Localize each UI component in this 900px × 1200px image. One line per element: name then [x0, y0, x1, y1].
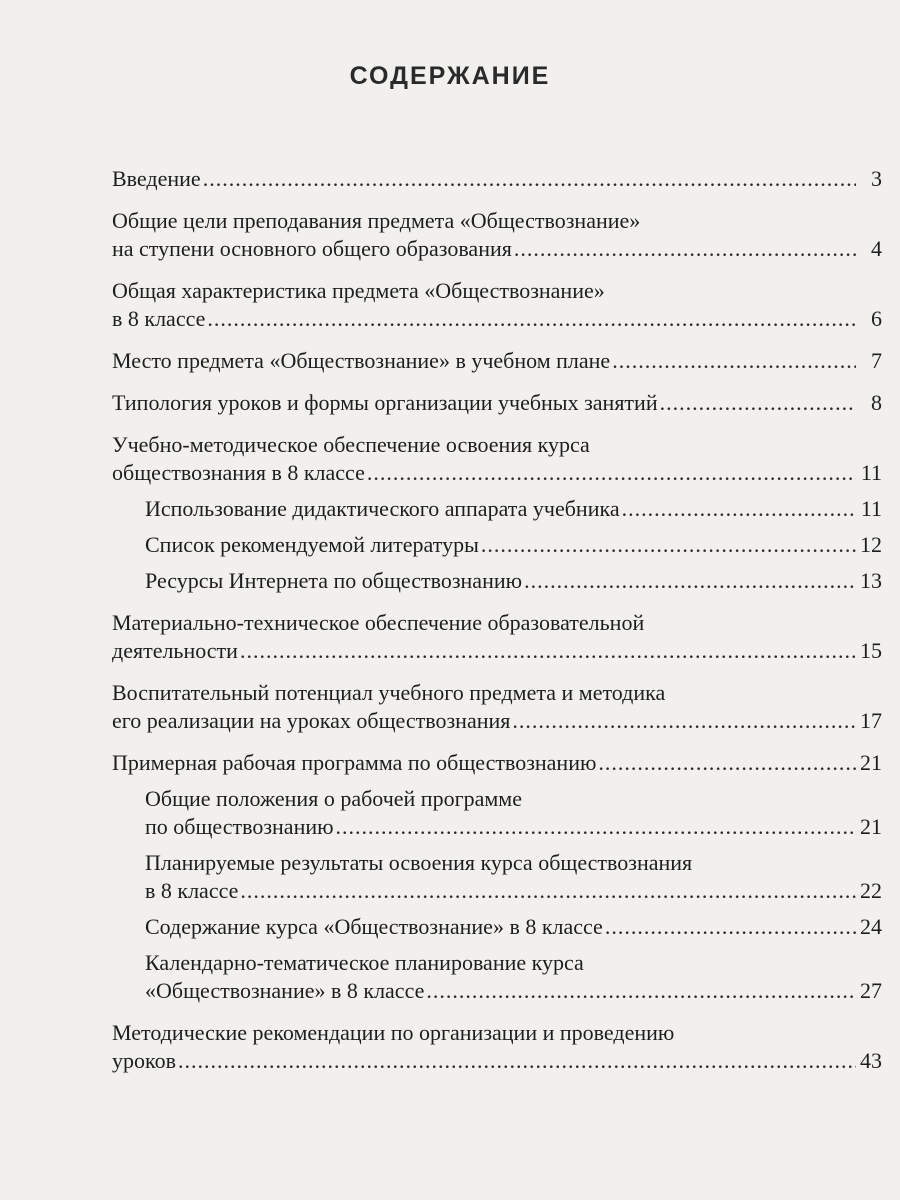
dot-leader: [605, 913, 856, 941]
toc-entry: [112, 609, 882, 665]
toc-entry-last-line: [112, 165, 882, 193]
page-number: 11: [860, 496, 882, 521]
toc-entry-text-line: Учебно-методическое обеспечение освоения курса: [112, 432, 590, 457]
page-number: 43: [860, 1048, 882, 1073]
toc-entry-text-line: Общие положения о рабочей программе: [145, 786, 522, 811]
toc-entry: [112, 347, 882, 375]
toc-entry-text-line: в 8 классе: [112, 306, 206, 331]
page-number: 27: [860, 978, 882, 1003]
page-number: 3: [871, 166, 882, 191]
toc-entry-last-line: [112, 1047, 882, 1075]
toc-entry-last-line: [112, 707, 882, 735]
toc-entry-last-line: [112, 389, 882, 417]
page-number: 15: [860, 638, 882, 663]
toc-entry-text-line: уроков: [112, 1048, 176, 1073]
toc-entry-text-line: Использование дидактического аппарата учебника: [145, 496, 620, 521]
toc-entry-last-line: [112, 235, 882, 263]
toc-entry: [112, 849, 882, 905]
toc-entry: [112, 207, 882, 263]
toc-entry-text-line: его реализации на уроках обществознания: [112, 708, 511, 733]
page-number: 11: [860, 460, 882, 485]
dot-leader: [240, 877, 856, 905]
dot-leader: [660, 389, 856, 417]
toc-entry-last-line: [145, 567, 882, 595]
toc-entry-last-line: [145, 531, 882, 559]
toc-entry-text-line: Содержание курса «Обществознание» в 8 классе: [145, 914, 603, 939]
toc-entry-last-line: [145, 977, 882, 1005]
dot-leader: [598, 749, 856, 777]
page-number: 7: [871, 348, 882, 373]
dot-leader: [240, 637, 856, 665]
toc-entry-last-line: [145, 495, 882, 523]
toc-entry: [112, 749, 882, 777]
page-number: 12: [860, 532, 882, 557]
toc-entry: [112, 567, 882, 595]
page-number: 6: [871, 306, 882, 331]
toc-entry-text-line: Календарно-тематическое планирование курса: [145, 950, 584, 975]
dot-leader: [207, 305, 856, 333]
page-number: 4: [871, 236, 882, 261]
toc-entry-last-line: [112, 305, 882, 333]
toc-entry-last-line: [112, 347, 882, 375]
toc-entry: [112, 1019, 882, 1075]
toc-entry: [112, 277, 882, 333]
toc-entry-text-line: Введение: [112, 166, 201, 191]
toc-entry-text-line: Общие цели преподавания предмета «Обществознание»: [112, 208, 641, 233]
table-of-contents: [112, 165, 882, 1075]
toc-entry: [112, 531, 882, 559]
toc-entry-text-line: Примерная рабочая программа по обществознанию: [112, 750, 597, 775]
dot-leader: [203, 165, 856, 193]
page-number: 24: [860, 914, 882, 939]
toc-entry-last-line: [145, 877, 882, 905]
toc-entry: [112, 679, 882, 735]
toc-entry-text-line: «Обществознание» в 8 классе: [145, 978, 425, 1003]
toc-entry-last-line: [112, 749, 882, 777]
page-title: СОДЕРЖАНИЕ: [349, 62, 551, 90]
toc-entry-last-line: [145, 813, 882, 841]
toc-entry: [112, 495, 882, 523]
toc-entry-text-line: деятельности: [112, 638, 238, 663]
toc-entry-text-line: Общая характеристика предмета «Обществознание»: [112, 278, 605, 303]
toc-entry-text-line: Список рекомендуемой литературы: [145, 532, 479, 557]
toc-entry-last-line: [112, 459, 882, 487]
toc-entry-text-line: Воспитательный потенциал учебного предмета и методика: [112, 680, 666, 705]
dot-leader: [612, 347, 856, 375]
toc-entry: [112, 431, 882, 487]
dot-leader: [336, 813, 856, 841]
toc-entry: [112, 913, 882, 941]
dot-leader: [514, 235, 856, 263]
toc-entry-text-line: Планируемые результаты освоения курса обществознания: [145, 850, 693, 875]
dot-leader: [622, 495, 856, 523]
dot-leader: [524, 567, 856, 595]
toc-entry-last-line: [145, 913, 882, 941]
toc-entry-text-line: Материально-техническое обеспечение образовательной: [112, 610, 645, 635]
page-number: 13: [860, 568, 882, 593]
toc-entry-text-line: по обществознанию: [145, 814, 334, 839]
page-number: 8: [871, 390, 882, 415]
page-number: 21: [860, 750, 882, 775]
toc-entry: [112, 949, 882, 1005]
dot-leader: [367, 459, 856, 487]
page-number: 17: [860, 708, 882, 733]
toc-entry-text-line: обществознания в 8 классе: [112, 460, 365, 485]
page-number: 21: [860, 814, 882, 839]
toc-entry: [112, 389, 882, 417]
toc-entry: [112, 165, 882, 193]
toc-entry-text-line: Место предмета «Обществознание» в учебном плане: [112, 348, 611, 373]
dot-leader: [481, 531, 856, 559]
page-number: 22: [860, 878, 882, 903]
toc-entry-text-line: Типология уроков и формы организации учебных занятий: [112, 390, 658, 415]
toc-entry-last-line: [112, 637, 882, 665]
toc-entry-text-line: на ступени основного общего образования: [112, 236, 512, 261]
dot-leader: [178, 1047, 856, 1075]
toc-entry-text-line: в 8 классе: [145, 878, 239, 903]
dot-leader: [512, 707, 856, 735]
toc-entry: [112, 785, 882, 841]
dot-leader: [426, 977, 856, 1005]
toc-entry-text-line: Ресурсы Интернета по обществознанию: [145, 568, 523, 593]
toc-entry-text-line: Методические рекомендации по организации и проведению: [112, 1020, 675, 1045]
